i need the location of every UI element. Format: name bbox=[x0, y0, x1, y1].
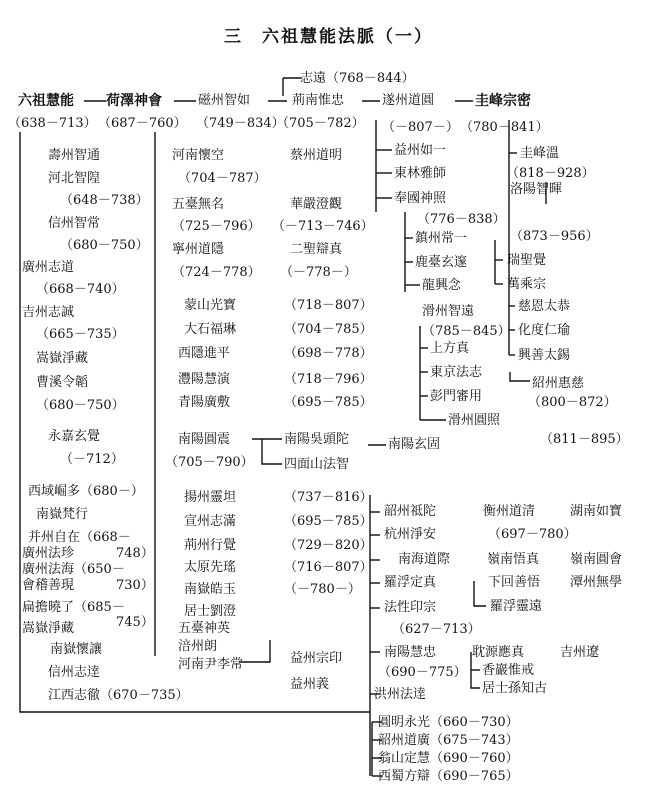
lineage-node-n027: （－712） bbox=[60, 452, 124, 467]
lineage-node-n108: （800－872） bbox=[528, 395, 617, 410]
lineage-node-n065: 南陽吳頭陀 bbox=[284, 432, 350, 447]
lineage-node-n043: 蔡州道明 bbox=[290, 148, 343, 163]
lineage-node-n078: 居士劉澄 bbox=[184, 604, 237, 619]
lineage-node-n067: 南陽玄固 bbox=[388, 437, 441, 452]
lineage-node-n121: 法性印宗 bbox=[384, 600, 437, 615]
lineage-node-n096: 滑州圓照 bbox=[448, 413, 501, 428]
lineage-node-n119: 潭州無學 bbox=[570, 575, 623, 590]
lineage-node-n118: 下回善悟 bbox=[488, 575, 541, 590]
lineage-node-n086: 奉國神照 bbox=[394, 191, 447, 206]
lineage-node-n041: 江西志徹（670－735） bbox=[48, 688, 189, 703]
lineage-node-n018: （680－750） bbox=[60, 238, 149, 253]
lineage-node-n068: 揚州靈坦 bbox=[184, 490, 237, 505]
lineage-node-n112: 杭州淨安 bbox=[384, 527, 437, 542]
lineage-node-n026: 永嘉玄覺 bbox=[48, 429, 101, 444]
lineage-node-n131: 韶州道廣（675－743） bbox=[378, 733, 519, 748]
lineage-node-n049: 寧州道隱 bbox=[172, 242, 225, 257]
lineage-node-n129: 洪州法逹 bbox=[374, 687, 427, 702]
lineage-node-n002: 六祖慧能 bbox=[18, 93, 74, 109]
lineage-node-n106: 興善太錫 bbox=[518, 348, 571, 363]
lineage-node-n069: （737－816） bbox=[284, 490, 373, 505]
lineage-node-n020: （668－740） bbox=[36, 282, 125, 297]
lineage-node-n123: 南陽慧忠 bbox=[384, 645, 437, 660]
lineage-node-n099: （818－928） bbox=[506, 166, 595, 181]
lineage-node-n031: 廣州法珍 bbox=[22, 546, 75, 561]
lineage-node-n061: 青陽廣敷 bbox=[178, 395, 231, 410]
lineage-node-n115: 嶺南悟真 bbox=[487, 552, 540, 567]
lineage-node-n130: 圓明永光（660－730） bbox=[378, 715, 519, 730]
lineage-node-n050: 二聖辯真 bbox=[290, 242, 343, 257]
lineage-node-n056: （704－785） bbox=[284, 322, 373, 337]
lineage-node-n001: 志遠（768－844） bbox=[300, 71, 415, 86]
lineage-node-n054: （718－807） bbox=[284, 298, 373, 313]
lineage-node-n083: 益州義 bbox=[290, 677, 330, 692]
lineage-node-n014: 壽州智通 bbox=[48, 148, 101, 163]
lineage-node-n064: （705－790） bbox=[165, 455, 254, 470]
lineage-node-n009: （687－760） bbox=[98, 116, 187, 131]
lineage-node-n091: 滑州智遠 bbox=[422, 304, 475, 319]
lineage-node-n052: （－778－） bbox=[280, 265, 357, 280]
lineage-node-n081: 河南尹李常 bbox=[178, 657, 244, 672]
lineage-node-n025: （680－750） bbox=[36, 398, 125, 413]
lineage-node-n092: （785－845） bbox=[422, 324, 511, 339]
lineage-node-n133: 西蜀方辯（690－765） bbox=[378, 769, 519, 784]
lineage-node-n004: 磁州智如 bbox=[198, 93, 251, 108]
lineage-node-n127: 香巖惟戒 bbox=[482, 663, 535, 678]
lineage-node-n111: 湖南如寶 bbox=[570, 504, 623, 519]
lineage-node-n057: 西隱進平 bbox=[178, 346, 231, 361]
lineage-node-n073: （729－820） bbox=[284, 538, 373, 553]
lineage-node-n046: 華嚴澄觀 bbox=[290, 197, 343, 212]
lineage-node-n074: 太原先瑤 bbox=[184, 560, 237, 575]
lineage-node-n093: 上方真 bbox=[430, 341, 470, 356]
lineage-node-n079: 五臺神英 bbox=[178, 621, 231, 636]
lineage-node-n101: （873－956） bbox=[510, 229, 599, 244]
lineage-node-n058: （698－778） bbox=[284, 346, 373, 361]
lineage-node-n033: 廣州法海（650－ bbox=[22, 562, 125, 577]
lineage-node-n110: 衡州道清 bbox=[483, 504, 536, 519]
lineage-node-n051: （724－778） bbox=[172, 265, 261, 280]
lineage-node-n087: （776－838） bbox=[417, 212, 506, 227]
lineage-node-n109: 韶州祗陀 bbox=[384, 504, 437, 519]
diagram-title: 三 六祖慧能法脈（一） bbox=[224, 27, 433, 47]
lineage-node-n060: （718－796） bbox=[284, 372, 373, 387]
lineage-node-n028: 西域崛多（680－） bbox=[28, 484, 144, 499]
lineage-node-n062: （695－785） bbox=[284, 395, 373, 410]
lineage-node-n038: 嵩嶽淨藏 bbox=[22, 621, 75, 636]
lineage-node-n007: 圭峰宗密 bbox=[475, 93, 531, 109]
lineage-node-n132: 翁山定慧（690－760） bbox=[378, 751, 519, 766]
lineage-node-n085: 東林雅師 bbox=[394, 166, 447, 181]
lineage-node-n040: 信州志逹 bbox=[48, 665, 101, 680]
lineage-node-n089: 鹿臺玄邃 bbox=[415, 255, 468, 270]
lineage-node-n044: （704－787） bbox=[178, 171, 267, 186]
lineage-node-n036: 扁擔曉了（685－ bbox=[22, 600, 125, 615]
lineage-node-n022: （665－735） bbox=[36, 327, 125, 342]
lineage-node-n125: 吉州遼 bbox=[560, 645, 600, 660]
lineage-node-n012: （－807－） bbox=[382, 120, 459, 135]
lineage-node-n080: 涪州朗 bbox=[178, 639, 218, 654]
lineage-node-n059: 灃陽慧演 bbox=[178, 372, 231, 387]
lineage-node-n055: 大石福琳 bbox=[184, 322, 237, 337]
lineage-node-n070: 宣州志滿 bbox=[184, 514, 237, 529]
lineage-node-n042: 河南懷空 bbox=[172, 148, 225, 163]
lineage-node-n107: 紹州惠慈 bbox=[532, 376, 585, 391]
lineage-node-n128: 居士孫知古 bbox=[482, 681, 548, 696]
lineage-node-n030: 并州自在（668－ bbox=[28, 530, 131, 545]
lineage-node-n071: （695－785） bbox=[284, 514, 373, 529]
lineage-node-n117: 羅浮定真 bbox=[384, 575, 437, 590]
lineage-node-n003: 荷澤神會 bbox=[106, 93, 162, 109]
lineage-node-n082: 益州宗印 bbox=[290, 651, 343, 666]
lineage-node-n122: （627－713） bbox=[392, 622, 481, 637]
lineage-node-n104: 慈恩太恭 bbox=[518, 299, 571, 314]
lineage-node-n077: （－780－） bbox=[284, 582, 361, 597]
lineage-node-n037: 745） bbox=[116, 615, 154, 630]
lineage-node-n010: （749－834） bbox=[196, 116, 285, 131]
lineage-node-n021: 吉州志誠 bbox=[22, 305, 75, 320]
lineage-node-n116: 嶺南圓會 bbox=[570, 552, 623, 567]
lineage-node-n023: 嵩嶽淨藏 bbox=[36, 351, 89, 366]
lineage-node-n013: （780－841） bbox=[460, 120, 549, 135]
lineage-node-n047: （725－796） bbox=[172, 219, 261, 234]
lineage-node-n066: 四面山法智 bbox=[284, 457, 350, 472]
lineage-node-n124: 耽源應真 bbox=[472, 645, 525, 660]
lineage-node-n039: 南嶽懷讓 bbox=[50, 642, 103, 657]
lineage-node-n019: 廣州志道 bbox=[22, 260, 75, 275]
lineage-node-n105: 化度仁瑜 bbox=[518, 323, 571, 338]
lineage-node-n005: 荊南惟忠 bbox=[292, 93, 345, 108]
lineage-node-n072: 荊州行覺 bbox=[184, 538, 237, 553]
lineage-node-n095: 彭門審用 bbox=[430, 389, 483, 404]
lineage-node-n063: 南陽圓震 bbox=[178, 432, 231, 447]
lineage-node-n048: （－713－746） bbox=[272, 219, 374, 234]
lineage-node-n126: （690－775） bbox=[378, 665, 467, 680]
lineage-node-n084: 益州如一 bbox=[394, 143, 447, 158]
lineage-node-n120: 羅浮靈遠 bbox=[490, 599, 543, 614]
lineage-node-n045: 五臺無名 bbox=[172, 197, 225, 212]
lineage-node-n016: （648－738） bbox=[60, 193, 149, 208]
lineage-node-n094: 東京法志 bbox=[430, 365, 483, 380]
lineage-node-n029: 南嶽梵行 bbox=[36, 507, 89, 522]
lineage-node-n032: 748） bbox=[116, 546, 154, 561]
lineage-node-n006: 遂州道圓 bbox=[382, 93, 435, 108]
lineage-node-n088: 鎮州常一 bbox=[415, 231, 468, 246]
lineage-node-n103: 萬乘宗 bbox=[507, 277, 547, 292]
lineage-node-n015: 河北智隍 bbox=[48, 171, 101, 186]
lineage-node-n075: （716－807） bbox=[284, 560, 373, 575]
lineage-node-n098: 圭峰溫 bbox=[520, 146, 560, 161]
lineage-node-n008: （638－713） bbox=[8, 116, 97, 131]
lineage-node-n090: 龍興念 bbox=[422, 278, 462, 293]
lineage-node-n035: 730） bbox=[116, 578, 154, 593]
lineage-node-n034: 會稽善現 bbox=[22, 578, 75, 593]
lineage-node-n114: 南海道際 bbox=[398, 552, 451, 567]
lineage-node-n076: 南嶽皓玉 bbox=[184, 582, 237, 597]
lineage-node-n102: 瑞聖覺 bbox=[507, 253, 547, 268]
lineage-node-n024: 曹溪令韜 bbox=[36, 375, 89, 390]
lineage-node-n100: 洛陽智暉 bbox=[510, 182, 563, 197]
lineage-node-n053: 蒙山光寶 bbox=[184, 298, 237, 313]
lineage-node-n097: （811－895） bbox=[540, 432, 629, 447]
lineage-node-n011: （705－782） bbox=[276, 116, 365, 131]
lineage-node-n017: 信州智常 bbox=[48, 216, 101, 231]
lineage-node-n113: （697－780） bbox=[488, 527, 577, 542]
